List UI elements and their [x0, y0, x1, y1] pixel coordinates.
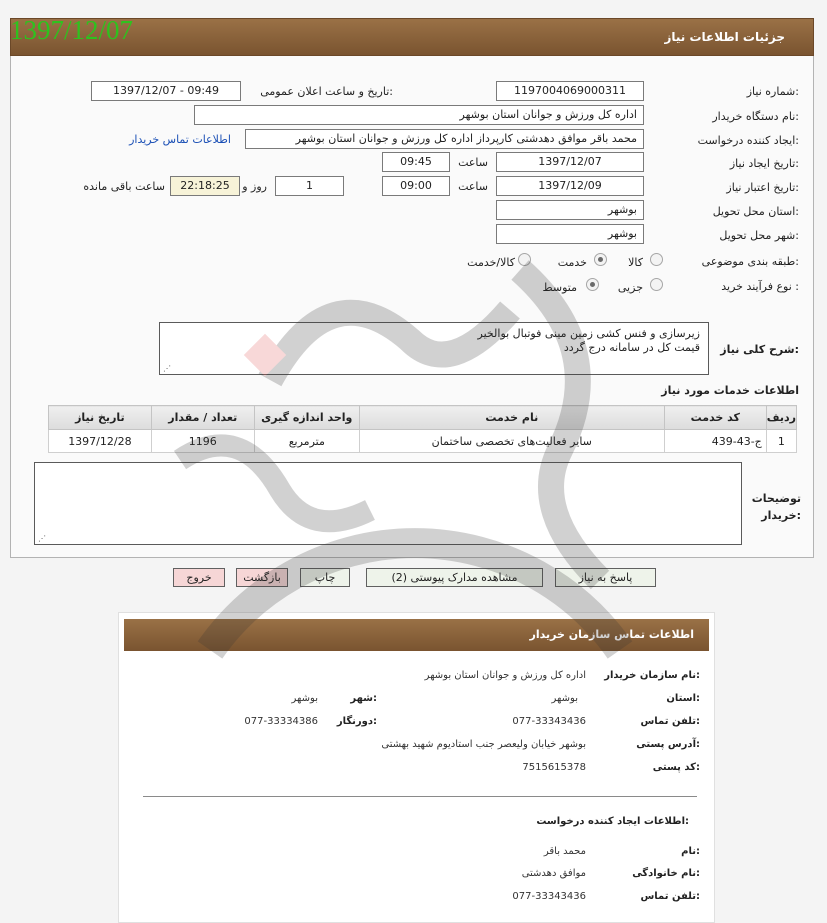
creator-title: اطلاعات ایجاد کننده درخواست: — [536, 816, 689, 827]
contact-city-label: شهر: — [350, 693, 377, 704]
col-row: ردیف — [766, 406, 796, 430]
creator-phone-label: تلفن تماس: — [640, 891, 700, 902]
contact-panel — [118, 612, 715, 923]
created-date-field: 1397/12/07 — [496, 152, 644, 172]
radio-minor-label: جزیی — [617, 281, 643, 294]
cell-quantity: 1196 — [151, 430, 254, 453]
radio-medium-label: متوسط — [542, 281, 577, 294]
description-line-2: قیمت کل در سامانه درج گردد — [563, 341, 700, 354]
resize-grip-icon[interactable]: ⋰ — [163, 364, 171, 373]
contact-postal-value: 7515615378 — [522, 762, 586, 773]
services-table — [48, 405, 797, 453]
category-label: طبقه بندی موضوعی: — [701, 255, 799, 268]
contact-title-bar — [124, 619, 709, 651]
radio-medium[interactable] — [586, 278, 599, 291]
requester-field: محمد باقر موافق دهدشتی کارپرداز اداره کل ورزش و جوانان استان بوشهر — [245, 129, 644, 149]
need-number-label: شماره نیاز: — [746, 85, 799, 98]
description-label: شرح کلی نیاز: — [720, 343, 799, 356]
contact-title: اطلاعات تماس سازمان خریدار — [529, 628, 694, 641]
services-title: اطلاعات خدمات مورد نیاز — [661, 384, 799, 397]
col-quantity: تعداد / مقدار — [151, 406, 254, 430]
creator-phone-value: 077-33343436 — [512, 891, 586, 902]
radio-goods-service[interactable] — [518, 253, 531, 266]
back-button[interactable]: بازگشت — [236, 568, 288, 587]
creator-name-label: نام: — [681, 846, 700, 857]
buyer-org-field: اداره کل ورزش و جوانان استان بوشهر — [194, 105, 644, 125]
creator-family-value: موافق دهدشتی — [521, 868, 586, 879]
radio-goods-service-label: کالا/خدمت — [467, 256, 515, 269]
buyer-notes-label: توضیحات خریدار: — [751, 492, 801, 522]
contact-fax-value: 077-33334386 — [244, 716, 318, 727]
print-button[interactable]: چاپ — [300, 568, 350, 587]
cell-name: سایر فعالیت‌های تخصصی ساختمان — [359, 430, 664, 453]
cell-date: 1397/12/28 — [49, 430, 152, 453]
contact-postal-label: کد پستی: — [652, 762, 700, 773]
radio-service-label: خدمت — [557, 256, 587, 269]
buyer-org-label: نام دستگاه خریدار: — [712, 110, 799, 123]
contact-org-label: نام سازمان خریدار: — [604, 670, 700, 681]
buyer-notes-box[interactable] — [34, 462, 742, 545]
exit-button[interactable]: خروج — [173, 568, 225, 587]
col-date: تاریخ نیاز — [49, 406, 152, 430]
radio-minor[interactable] — [650, 278, 663, 291]
days-field: 1 — [275, 176, 344, 196]
announce-field: 1397/12/07 - 09:49 — [91, 81, 241, 101]
radio-goods-label: کالا — [628, 256, 643, 269]
process-label: نوع فرآیند خرید : — [721, 280, 799, 293]
need-number-field: 1197004069000311 — [496, 81, 644, 101]
description-line-1: زیرسازی و فنس کشی زمین مینی فوتبال بوالخیر — [477, 327, 700, 340]
reply-button[interactable]: پاسخ به نیاز — [555, 568, 656, 587]
table-row — [49, 430, 797, 453]
valid-time-field: 09:00 — [382, 176, 450, 196]
cell-row: 1 — [766, 430, 796, 453]
contact-phone-value: 077-33343436 — [512, 716, 586, 727]
created-time-label: ساعت — [458, 156, 488, 169]
date-stamp: 1397/12/07 — [10, 15, 134, 45]
creator-family-label: نام خانوادگی: — [632, 868, 700, 879]
cell-code: ج-43-439 — [664, 430, 766, 453]
services-header-row — [49, 406, 797, 430]
contact-phone-label: تلفن تماس: — [640, 716, 700, 727]
created-time-field: 09:45 — [382, 152, 450, 172]
attachments-button[interactable]: مشاهده مدارک پیوستی (2) — [366, 568, 543, 587]
cell-unit: مترمربع — [254, 430, 359, 453]
contact-divider — [143, 796, 697, 797]
city-label: شهر محل تحویل: — [719, 229, 799, 242]
buyer-contact-link[interactable]: اطلاعات تماس خریدار — [129, 133, 231, 146]
col-unit: واحد اندازه گیری — [254, 406, 359, 430]
announce-label: تاریخ و ساعت اعلان عمومی: — [260, 85, 393, 98]
col-code: کد خدمت — [664, 406, 766, 430]
col-name: نام خدمت — [359, 406, 664, 430]
remaining-time-field: 22:18:25 — [170, 176, 240, 196]
radio-goods[interactable] — [650, 253, 663, 266]
valid-date-label: تاریخ اعتبار نیاز: — [726, 181, 799, 194]
province-field: بوشهر — [496, 200, 644, 220]
description-box[interactable] — [159, 322, 709, 375]
radio-service[interactable] — [594, 253, 607, 266]
valid-date-field: 1397/12/09 — [496, 176, 644, 196]
valid-time-label: ساعت — [458, 180, 488, 193]
city-field: بوشهر — [496, 224, 644, 244]
remaining-label: ساعت باقی مانده — [83, 180, 165, 193]
contact-province-value: بوشهر — [551, 693, 578, 704]
contact-address-label: آدرس پستی: — [636, 739, 700, 750]
contact-province-label: استان: — [666, 693, 700, 704]
days-label: روز و — [242, 180, 267, 193]
creator-name-value: محمد باقر — [543, 846, 586, 857]
province-label: استان محل تحویل: — [712, 205, 799, 218]
contact-city-value: بوشهر — [291, 693, 318, 704]
contact-fax-label: دورنگار: — [336, 716, 377, 727]
contact-address-value: بوشهر خیابان ولیعصر جنب استادیوم شهید بهشتی — [381, 739, 586, 750]
window-title: جزئیات اطلاعات نیاز — [664, 30, 785, 44]
resize-grip-icon[interactable]: ⋰ — [38, 534, 46, 543]
requester-label: ایجاد کننده درخواست: — [697, 134, 799, 147]
contact-org-value: اداره کل ورزش و جوانان استان بوشهر — [424, 670, 586, 681]
created-date-label: تاریخ ایجاد نیاز: — [729, 157, 799, 170]
